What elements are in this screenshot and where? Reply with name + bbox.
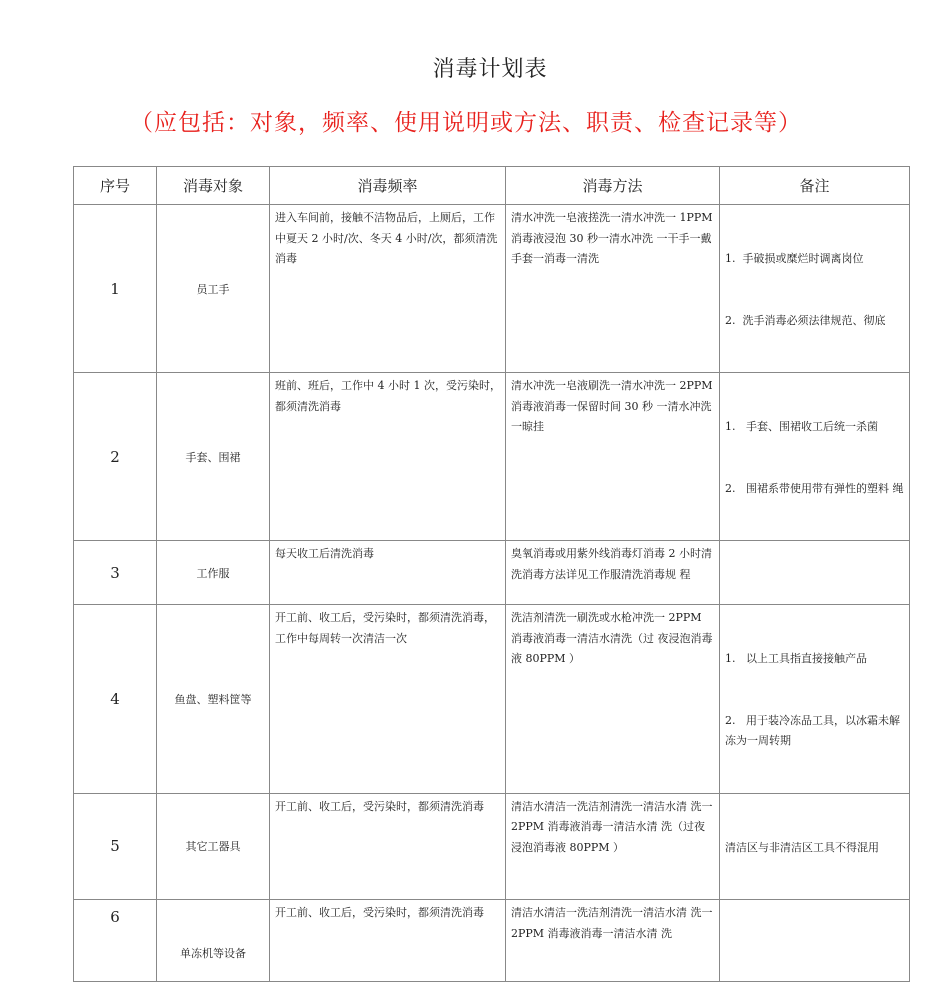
note-item: 1. 手套、围裙收工后统一杀菌 bbox=[725, 420, 878, 433]
row-notes bbox=[720, 900, 910, 982]
note-item: 2. 洗手消毒必须法律规范、彻底 bbox=[725, 313, 886, 327]
header-method: 消毒方法 bbox=[506, 167, 720, 205]
row-frequency: 进入车间前，接触不洁物品后，上厕后，工作中夏天 2 小时/次、冬天 4 小时/次，都须清洗消毒 bbox=[270, 205, 506, 373]
row-object: 鱼盘、塑料筐等 bbox=[157, 605, 270, 794]
row-frequency: 开工前、收工后，受污染时，都须清洗消毒 bbox=[270, 900, 506, 982]
header-num: 序号 bbox=[74, 167, 157, 205]
table-row bbox=[74, 541, 910, 605]
row-method: 清洁水清洁一洗洁剂清洗一清洁水清 洗一 2PPM 消毒液消毒一清洁水清 洗（过夜浸泡消毒液 80PPM ） bbox=[506, 793, 720, 900]
row-notes bbox=[720, 205, 910, 373]
row-notes bbox=[720, 793, 910, 900]
row-number: 6 bbox=[74, 900, 157, 982]
header-object: 消毒对象 bbox=[157, 167, 270, 205]
row-number: 4 bbox=[74, 605, 157, 794]
note-item: 清洁区与非清洁区工具不得混用 bbox=[725, 840, 879, 854]
row-notes bbox=[720, 373, 910, 541]
table-row bbox=[74, 900, 910, 982]
note-item: 1. 以上工具指直接接触产品 bbox=[725, 652, 867, 665]
row-number: 2 bbox=[74, 373, 157, 541]
row-frequency: 班前、班后，工作中 4 小时 1 次，受污染时，都须清洗消毒 bbox=[270, 373, 506, 541]
row-method: 洗洁剂清洗一刷洗或水枪冲洗一 2PPM 消毒液消毒一清洁水清洗（过 夜浸泡消毒液 80PPM ） bbox=[506, 605, 720, 794]
header-frequency: 消毒频率 bbox=[270, 167, 506, 205]
row-method: 臭氧消毒或用紫外线消毒灯消毒 2 小时清洗消毒方法详见工作服清洗消毒规 程 bbox=[506, 541, 720, 605]
row-method: 清水冲洗一皂液刷洗一清水冲洗一 2PPM 消毒液消毒一保留时间 30 秒 一清水冲洗一晾挂 bbox=[506, 373, 720, 541]
header-notes: 备注 bbox=[720, 167, 910, 205]
row-object: 其它工器具 bbox=[157, 793, 270, 900]
row-object: 单冻机等设备 bbox=[157, 900, 270, 982]
note-item: 2. 围裙系带使用带有弹性的塑料 绳 bbox=[725, 481, 904, 495]
row-number: 3 bbox=[74, 541, 157, 605]
row-notes bbox=[720, 541, 910, 605]
note-item: 2. 用于装冷冻品工具，以冰霜未解冻为一周转期 bbox=[725, 713, 900, 747]
row-notes bbox=[720, 605, 910, 794]
table-row bbox=[74, 205, 910, 373]
row-frequency: 开工前、收工后，受污染时，都须清洗消毒 bbox=[270, 793, 506, 900]
row-frequency: 开工前、收工后，受污染时，都须清洗消毒，工作中每周转一次清洁一次 bbox=[270, 605, 506, 794]
row-object: 工作服 bbox=[157, 541, 270, 605]
page-title: 消毒计划表 bbox=[432, 57, 548, 82]
row-frequency: 每天收工后清洗消毒 bbox=[270, 541, 506, 605]
table-row bbox=[74, 793, 910, 900]
row-number: 5 bbox=[74, 793, 157, 900]
page-subtitle: （应包括：对象，频率、使用说明或方法、职责、检查记录等） bbox=[130, 110, 802, 136]
table-header-row bbox=[74, 167, 910, 205]
row-object: 员工手 bbox=[157, 205, 270, 373]
row-method: 清水冲洗一皂液搓洗一清水冲洗一 1PPM 消毒液浸泡 30 秒一清水冲洗 一干手一戴手套一消毒一清洗 bbox=[506, 205, 720, 373]
row-number: 1 bbox=[74, 205, 157, 373]
table-row bbox=[74, 373, 910, 541]
note-item: 1. 手破损或糜烂时调离岗位 bbox=[725, 252, 864, 265]
disinfection-plan-table bbox=[73, 166, 910, 982]
table-row bbox=[74, 605, 910, 794]
row-method: 清洁水清洁一洗洁剂清洗一清洁水清 洗一 2PPM 消毒液消毒一清洁水清 洗 bbox=[506, 900, 720, 982]
row-object: 手套、围裙 bbox=[157, 373, 270, 541]
